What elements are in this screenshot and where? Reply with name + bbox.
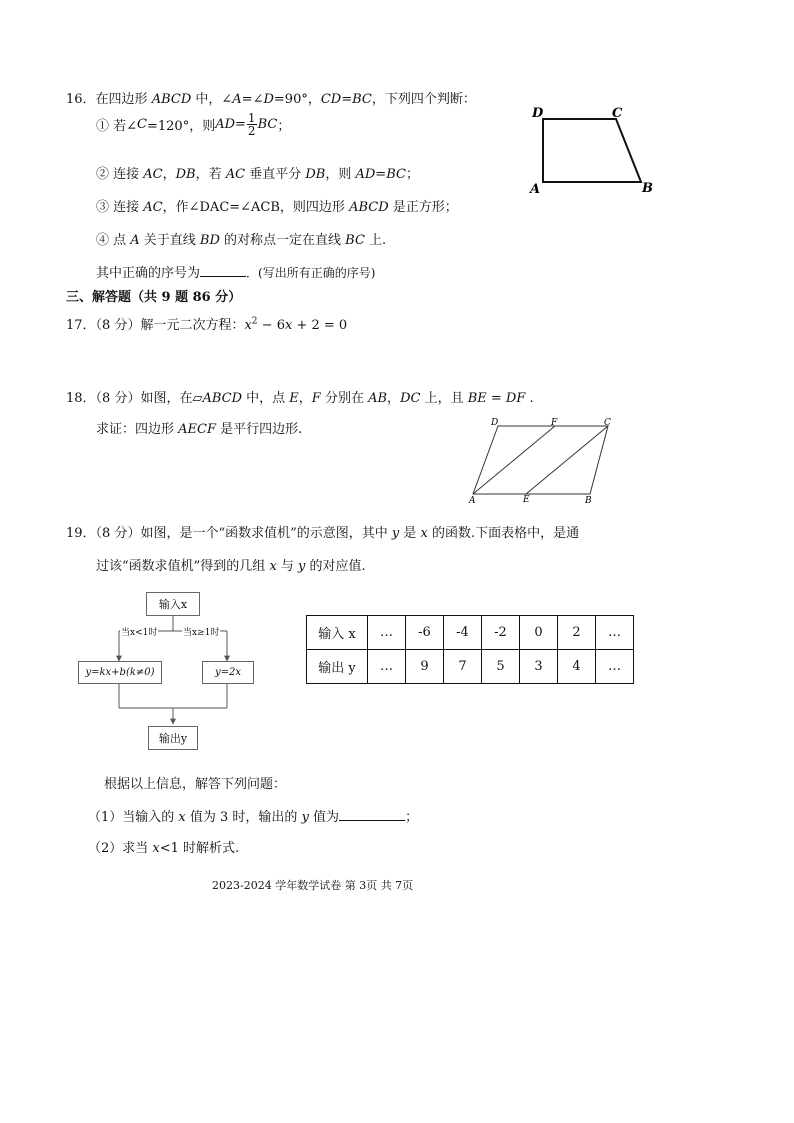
q19-stem-line2: 过该“函数求值机”得到的几组 x 与 y 的对应值. — [96, 559, 366, 574]
table-cell: 2 — [558, 616, 596, 650]
table-row — [307, 650, 634, 684]
q19-intro: 根据以上信息，解答下列问题： — [104, 777, 287, 792]
flow-condition-right: 当x≥1时 — [182, 625, 220, 638]
question-number: 19． — [66, 526, 96, 541]
table-cell: 7 — [444, 650, 482, 684]
table-cell: 3 — [520, 650, 558, 684]
fraction-one-half: $\frac{1}{2}$ — [247, 111, 256, 138]
function-machine-flowchart — [78, 590, 268, 758]
flow-condition-left: 当x<1时 — [120, 625, 158, 638]
flow-output-box: 输出y — [148, 726, 198, 750]
flow-right-function-box: y=2x — [202, 661, 254, 684]
label-B: B — [642, 181, 653, 196]
table-cell: … — [368, 616, 406, 650]
table-cell: 4 — [558, 650, 596, 684]
flow-left-function-box: y=kx+b(k≠0) — [78, 661, 162, 684]
row-header-output: 输出 y — [307, 650, 368, 684]
table-cell: 9 — [406, 650, 444, 684]
question-number: 16． — [66, 92, 96, 107]
q18-parallelogram-figure — [462, 414, 622, 506]
table-cell: 5 — [482, 650, 520, 684]
label-C: C — [612, 106, 623, 121]
q17-stem: 17．（8 分）解一元二次方程：$x^2 - 6x + 2 = 0$ — [66, 316, 348, 333]
trapezoid-abcd — [543, 119, 641, 182]
parallelogram-abcd — [473, 426, 608, 494]
q16-judgment-1: ① 若∠ C =120°，则 AD = $\frac{1}{2}$ BC ； — [96, 111, 291, 138]
table-cell: -6 — [406, 616, 444, 650]
section-heading: 三、解答题（共 9 题 86 分） — [66, 290, 242, 305]
label-A: A — [469, 496, 476, 506]
label-E: E — [523, 495, 530, 505]
label-F: F — [551, 418, 558, 428]
segment-ec — [526, 426, 608, 494]
table-row — [307, 616, 634, 650]
q16-stem: 16．在四边形 ABCD 中，∠A=∠D=90°，CD=BC，下列四个判断： — [66, 92, 476, 107]
q16-judgment-2: ② 连接 AC，DB，若 AC 垂直平分 DB，则 AD=BC； — [96, 167, 419, 182]
q18-stem: 18．（8 分）如图，在▱ABCD 中，点 E，F 分别在 AB，DC 上，且 BE = DF . — [66, 391, 534, 406]
q16-trapezoid-figure — [524, 100, 664, 200]
table-cell: -2 — [482, 616, 520, 650]
q19-part-1: （1）当输入的 x 值为 3 时，输出的 y 值为 ； — [88, 810, 419, 825]
label-A: A — [530, 182, 541, 197]
answer-blank[interactable] — [200, 264, 246, 277]
page-footer: 2023-2024 学年数学试卷 第 3页 共 7页 — [212, 879, 414, 892]
q16-judgment-4: ④ 点 A 关于直线 BD 的对称点一定在直线 BC 上. — [96, 233, 387, 248]
table-cell: … — [368, 650, 406, 684]
q16-answer-line: 其中正确的序号为 ．(写出所有正确的序号) — [96, 266, 376, 281]
table-cell: -4 — [444, 616, 482, 650]
answer-blank[interactable] — [339, 808, 405, 821]
question-number: 17． — [66, 318, 96, 333]
label-D: D — [491, 418, 499, 428]
table-cell: 0 — [520, 616, 558, 650]
q19-stem-line1: 19．（8 分）如图，是一个“函数求值机”的示意图，其中 y 是 x 的函数.下面表格中，是通 — [66, 526, 580, 541]
q16-judgment-3: ③ 连接 AC，作∠DAC=∠ACB，则四边形 ABCD 是正方形； — [96, 200, 458, 215]
label-B: B — [585, 496, 592, 506]
table-cell: … — [596, 616, 634, 650]
flow-input-box: 输入x — [146, 592, 200, 616]
input-output-table — [306, 615, 634, 684]
q19-part-2: （2）求当 x<1 时解析式. — [88, 841, 240, 856]
q18-prove: 求证：四边形 AECF 是平行四边形. — [96, 422, 303, 437]
label-C: C — [604, 418, 611, 428]
row-header-input: 输入 x — [307, 616, 368, 650]
table-cell: … — [596, 650, 634, 684]
question-number: 18． — [66, 391, 96, 406]
label-D: D — [532, 106, 544, 121]
